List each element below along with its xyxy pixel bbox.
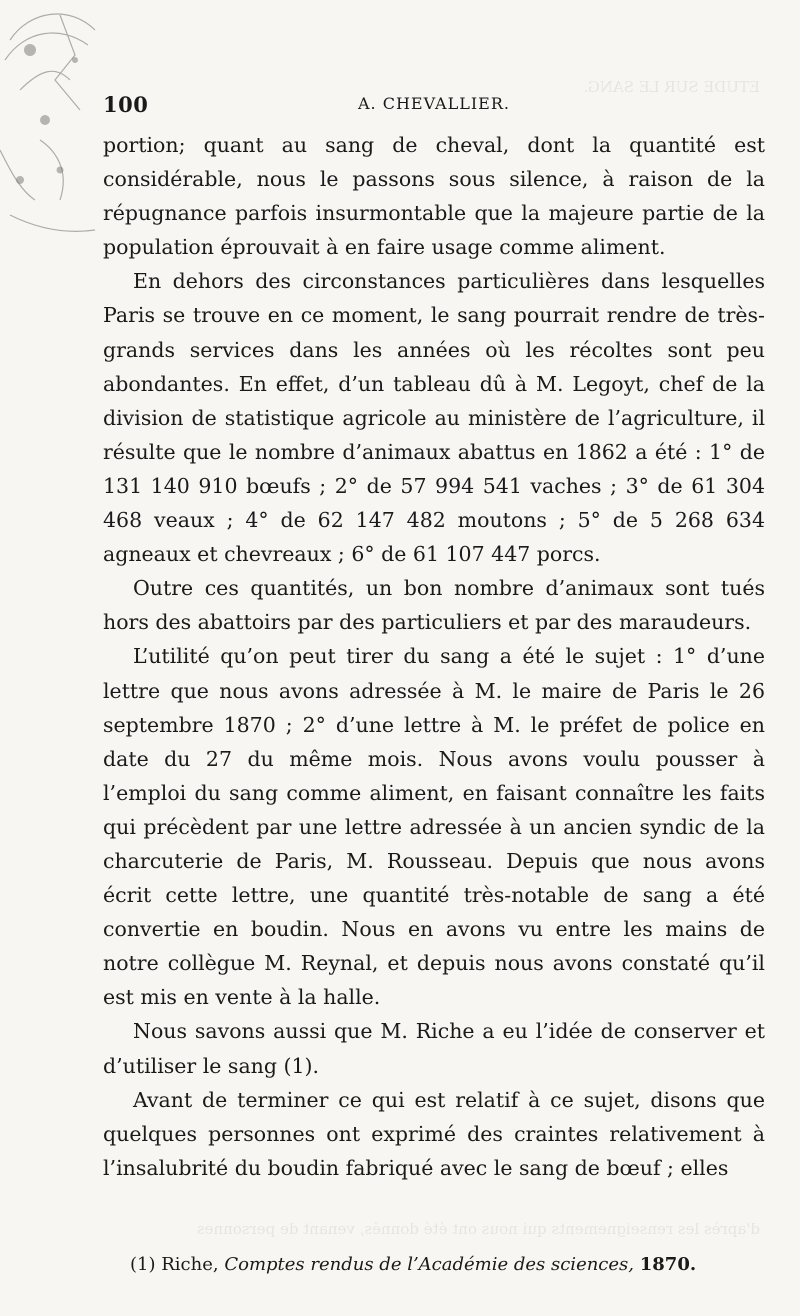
running-head: A. CHEVALLIER. [357, 94, 510, 113]
paragraph: Outre ces quantités, un bon nombre d’animaux sont tués hors des abattoirs par des particuliers et par des maraudeurs. [103, 576, 765, 635]
body-text [103, 128, 765, 1223]
show-through-text: d'après les renseignements qui nous ont été donnés, venant de personnes [196, 1220, 760, 1238]
paragraph: Avant de terminer ce qui est relatif à ce sujet, disons que quelques personnes ont exprimé des craintes relativement à l’insalubrité du boudin fabriqué avec le sang de bœuf ; elles [103, 1087, 765, 1180]
footnote-year: 1870. [639, 1254, 697, 1275]
show-through-text: ETUDE SUR LE SANG. [583, 78, 760, 96]
paragraph: portion; quant au sang de cheval, dont la quantité est considérable, nous le passons sous silence, à raison de la répugnance parfois insurmontable que la majeure partie de la population éprouvait à en faire usage comme aliment. [103, 133, 765, 260]
paragraph: En dehors des circonstances particulières dans lesquelles Paris se trouve en ce moment, le sang pourrait rendre de très-grands services dans les années où les récoltes sont peu abondantes. En effet, d’un tableau dû à M. Legoyt, chef de la division de statistique agricole au ministère de l’agriculture, il résulte que le nombre d’animaux abattus en 1862 a été : 1° de 131 140 910 bœufs ; 2° de 57 994 541 vaches ; 3° de 61 304 468 veaux ; 4° de 62 147 482 moutons ; 5° de 5 268 634 agneaux et chevreaux ; 6° de 61 107 447 porcs. [103, 269, 765, 567]
paragraph: L’utilité qu’on peut tirer du sang a été le sujet : 1° d’une lettre que nous avons adressée à M. le maire de Paris le 26 septembre 1870 ; 2° d’une lettre à M. le préfet de police en date du 27 du même mois. Nous avons voulu pousser à l’emploi du sang comme aliment, en faisant connaître les faits qui précèdent par une lettre adressée à un ancien syndic de la charcuterie de Paris, M. Rousseau. Depuis que nous avons écrit cette lettre, une quantité très-notable de sang a été convertie en boudin. Nous en avons vu entre les mains de notre collègue M. Reynal, et depuis nous avons constaté qu’il est mis en vente à la halle. [103, 644, 765, 1010]
footnote [130, 1252, 770, 1278]
page-header [103, 92, 765, 122]
page-number: 100 [103, 92, 149, 117]
footnote-author: Riche, [161, 1254, 219, 1275]
paragraph: Nous savons aussi que M. Riche a eu l’idée de conserver et d’utiliser le sang (1). [103, 1019, 765, 1078]
footnote-marker: (1) [130, 1254, 156, 1275]
footnote-title: Comptes rendus de l’Académie des sciences, [224, 1254, 635, 1275]
